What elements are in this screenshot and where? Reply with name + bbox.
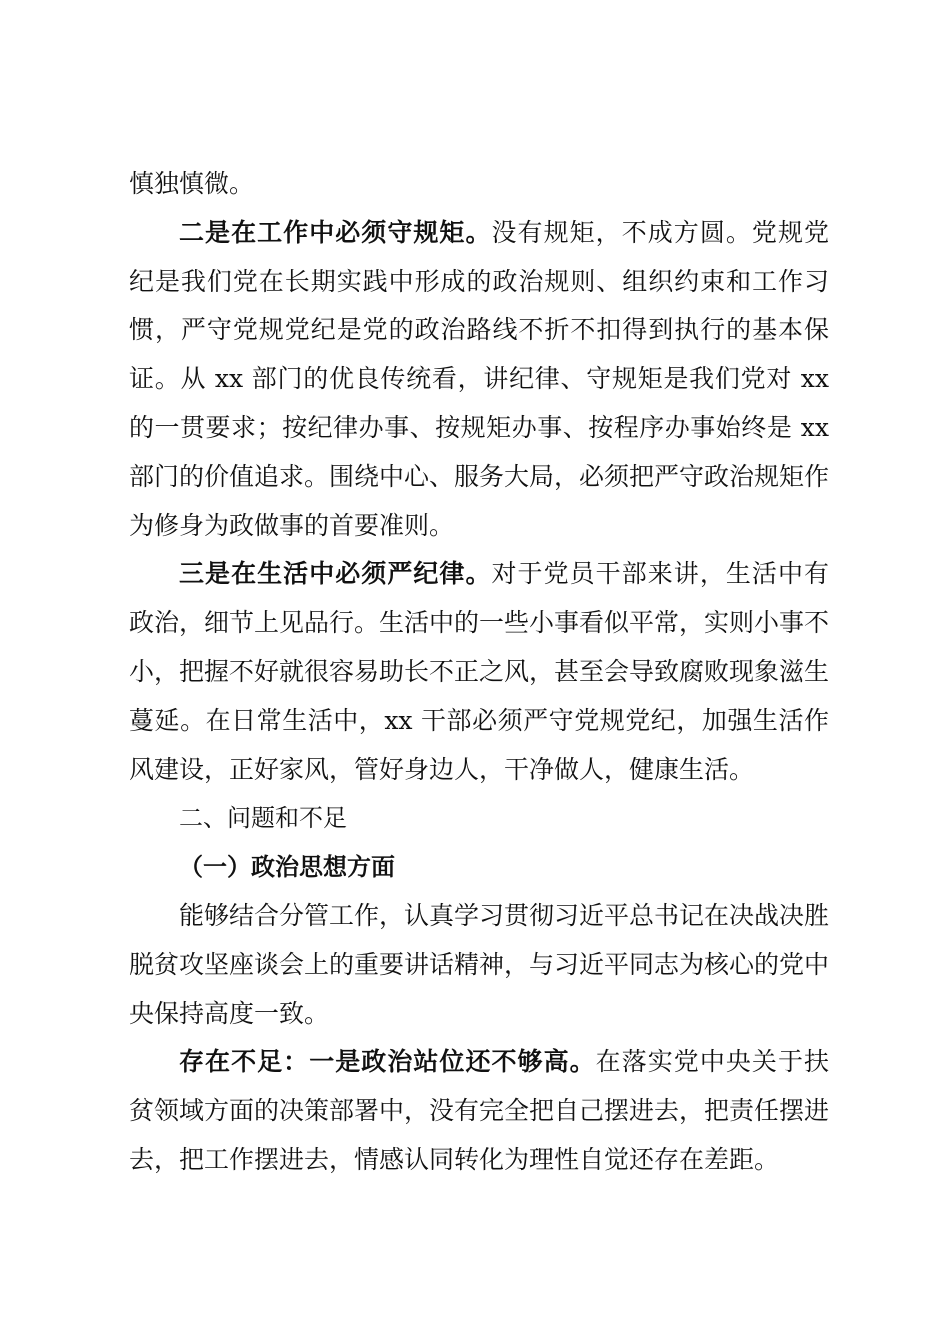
paragraph-text: 在落实党中央关于扶贫领域方面的决策部署中，没有完全把自己摆进去，把责任摆进去，把工作摆进去，情感认同转化为理性自觉还存在差距。 bbox=[129, 1047, 830, 1174]
section-heading: 二、问题和不足 bbox=[179, 804, 347, 833]
paragraph-text: 能够结合分管工作，认真学习贯彻习近平总书记在决战决胜脱贫攻坚座谈会上的重要讲话精神，与习近平同志为核心的党中央保持高度一致。 bbox=[129, 900, 830, 1028]
paragraph-lead: 二是在工作中必须守规矩。 bbox=[179, 217, 492, 247]
paragraph-lead: 三是在生活中必须严纪律。 bbox=[179, 559, 492, 589]
paragraph-text: 慎独慎微。 bbox=[129, 169, 255, 198]
document-page bbox=[129, 160, 829, 1185]
paragraph-text: 对于党员干部来讲，生活中有政治，细节上见品行。生活中的一些小事看似平常，实则小事不小，把握不好就很容易助长不正之风，甚至会导致腐败现象滋生蔓延。在日常生活中，xx 干部必须严守党规党纪，加强生活作风建设，正好家风，管好身边人，干净做人，健康生活。 bbox=[129, 559, 830, 784]
paragraph-rules-at-work bbox=[129, 209, 829, 551]
paragraph-political-thought bbox=[129, 892, 829, 1038]
paragraph-shortcomings bbox=[129, 1038, 829, 1184]
subsection-heading: （一）政治思想方面 bbox=[179, 853, 395, 882]
paragraph-continuation bbox=[129, 160, 829, 209]
paragraph-text: 没有规矩，不成方圆。党规党纪是我们党在长期实践中形成的政治规则、组织约束和工作习惯，严守党规党纪是党的政治路线不折不扣得到执行的基本保证。从 xx 部门的优良传统看，讲纪律、守规矩是我们党对 xx 的一贯要求；按纪律办事、按规矩办事、按程序办事始终是 xx 部门的价值追求。围绕中心、服务大局，必须把严守政治规矩作为修身为政做事的首要准则。 bbox=[129, 217, 830, 540]
paragraph-lead: 存在不足：一是政治站位还不够高。 bbox=[179, 1047, 596, 1077]
paragraph-discipline-in-life bbox=[129, 550, 829, 794]
